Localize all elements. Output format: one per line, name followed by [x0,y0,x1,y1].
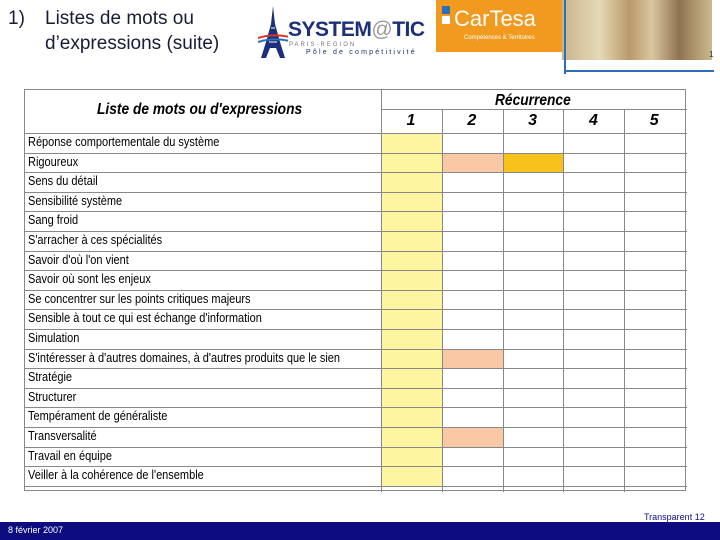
recurrence-cell-yellow [381,368,442,388]
row-divider [25,251,687,252]
recurrence-cell-yellow [381,407,442,427]
row-divider [25,231,687,232]
recurrence-level-5: 5 [649,112,659,129]
recurrence-cell-yellow [381,309,442,329]
cartesa-logo [436,0,720,74]
row-label: Travail en équipe [28,448,112,463]
recurrence-cell-yellow [381,447,442,467]
recurrence-level-1: 1 [406,112,416,129]
row-divider [25,486,687,487]
row-divider [25,172,687,173]
recurrence-cell-yellow [381,231,442,251]
corner-mark: 1 [709,50,714,59]
row-divider [25,309,687,310]
row-label: Savoir où sont les enjeux [28,272,151,287]
brand-system: SYSTEM [288,18,372,41]
row-label: Sens du détail [28,174,98,189]
row-label: S'arracher à ces spécialités [28,233,163,247]
column-divider [442,109,443,492]
recurrence-cell-gold [503,153,564,173]
systematic-region: PARIS-REGION [289,42,357,48]
row-label: Structurer [28,389,77,404]
recurrence-header: Récurrence [495,92,571,109]
row-label: Sensible à tout ce qui est échange d'information [28,311,262,326]
row-divider [25,349,687,350]
brand-tic: TIC [392,18,425,41]
cartesa-brand-box [436,0,562,52]
cartesa-square-icon [442,16,450,24]
recurrence-level-4: 4 [588,112,598,129]
title-text: Listes de mots ou d’expressions (suite) [45,8,220,54]
brand-at: @ [371,18,393,41]
recurrence-cell-yellow [381,349,442,369]
recurrence-cell-yellow [381,270,442,290]
expressions-table [24,89,686,491]
column-divider [563,109,564,492]
systematic-brand [288,18,425,42]
row-label: Veiller à la cohérence de l'ensemble [28,468,204,483]
recurrence-cell-salmon [442,427,503,447]
recurrence-cell-yellow [381,388,442,408]
row-label: Réponse comportementale du système [28,135,220,149]
row-label: Stratégie [28,370,73,385]
row-divider [25,427,687,428]
footer-bar [0,522,720,540]
recurrence-cell-yellow [381,172,442,192]
row-label: Transversalité [28,429,97,443]
row-divider [25,329,687,330]
row-divider [25,270,687,271]
title-number: 1) [8,8,25,29]
cartesa-square-icon [442,6,450,14]
page-number: Transparent 12 [644,512,705,522]
recurrence-cell-yellow [381,329,442,349]
row-label: Rigoureux [28,154,79,169]
row-label: Se concentrer sur les points critiques majeurs [28,291,251,306]
row-divider [25,153,687,154]
recurrence-cell-yellow [381,251,442,271]
recurrence-level-2: 2 [467,112,477,129]
recurrence-level-3: 3 [528,112,538,129]
row-label: Savoir d'où l'on vient [28,252,129,267]
row-label: Tempérament de généraliste [28,409,168,424]
row-divider [25,192,687,193]
recurrence-cell-yellow [381,153,442,173]
row-divider [25,133,687,134]
systematic-logo [258,4,430,60]
row-divider [25,447,687,448]
row-divider [25,368,687,369]
row-label: Sang froid [28,213,79,228]
recurrence-cell-salmon [442,349,503,369]
column-divider [503,109,504,492]
row-divider [25,290,687,291]
recurrence-cell-yellow [381,192,442,212]
row-label: Simulation [28,331,80,345]
recurrence-cell-yellow [381,427,442,447]
row-label: Sensibilité système [28,193,123,208]
footer-date: 8 février 2007 [8,525,64,535]
cartesa-tagline: Compétences & Territoires [464,35,535,41]
cartesa-photo-strip [562,0,712,60]
table-header: Liste de mots ou d'expressions [97,101,303,118]
cartesa-frame-line [564,0,566,74]
systematic-pole: Pôle de compétitivité [306,49,417,56]
row-divider [25,388,687,389]
recurrence-divider [381,109,687,110]
recurrence-cell-yellow [381,290,442,310]
recurrence-cell-yellow [381,211,442,231]
recurrence-cell-yellow [381,133,442,153]
row-divider [25,466,687,467]
recurrence-cell-salmon [442,153,503,173]
cartesa-name: CarTesa [454,6,536,31]
column-divider [624,109,625,492]
row-divider [25,407,687,408]
row-label: S'intéresser à d'autres domaines, à d'autres produits que le sien [28,350,341,365]
eiffel-tower-icon [258,4,288,60]
cartesa-frame-line [564,70,714,72]
column-divider [381,90,382,492]
row-divider [25,211,687,212]
recurrence-cell-yellow [381,466,442,486]
